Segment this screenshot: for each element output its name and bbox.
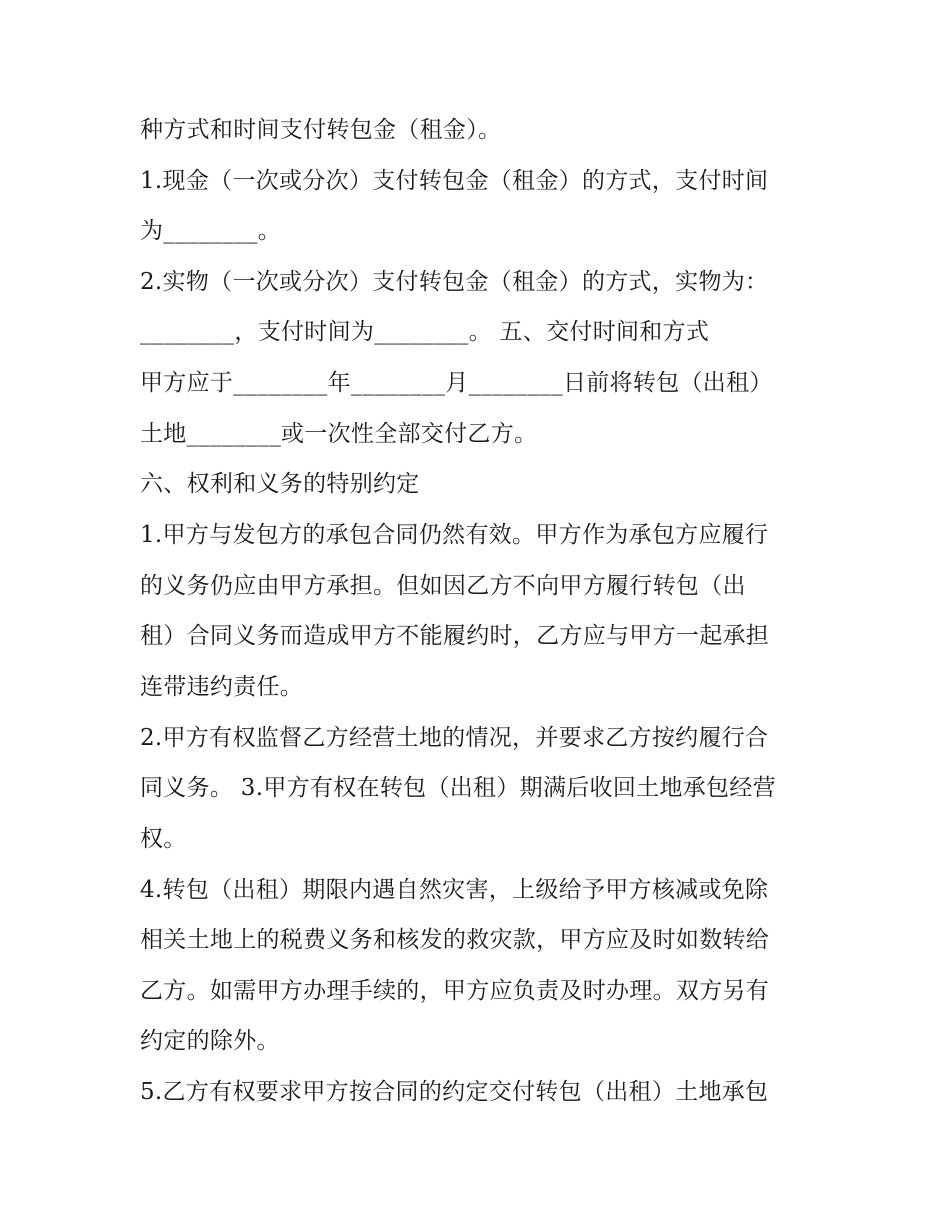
text-line: 2.实物（一次或分次）支付转包金（租金）的方式，实物为： (140, 269, 769, 295)
text-line: 1.甲方与发包方的承包合同仍然有效。甲方作为承包方应履行 (140, 522, 769, 548)
text-line: 种方式和时间支付转包金（租金）。 (140, 117, 502, 143)
text-line: 乙方。如需甲方办理手续的，甲方应负责及时办理。双方另有 (140, 978, 770, 1004)
text-line: 权。 (140, 826, 187, 852)
text-line: 5.乙方有权要求甲方按合同的约定交付转包（出租）土地承包 (140, 1079, 769, 1105)
text-line: ________，支付时间为________。 五、交付时间和方式 (140, 319, 710, 345)
text-line: 甲方应于________年________月________日前将转包（出租） (140, 370, 773, 396)
text-line: 1.现金（一次或分次）支付转包金（租金）的方式，支付时间 (140, 168, 769, 194)
text-line: 土地________或一次性全部交付乙方。 (140, 421, 538, 447)
text-line: 4.转包（出租）期限内遇自然灾害，上级给予甲方核减或免除 (140, 877, 769, 903)
text-line: 的义务仍应由甲方承担。但如因乙方不向甲方履行转包（出 (140, 573, 746, 599)
text-line: 连带违约责任。 (140, 674, 304, 700)
text-line: 同义务。 3.甲方有权在转包（出租）期满后收回土地承包经营 (140, 775, 776, 801)
text-line: 约定的除外。 (140, 1028, 280, 1054)
section-heading: 六、权利和义务的特别约定 (140, 471, 420, 497)
text-line: 租）合同义务而造成甲方不能履约时，乙方应与甲方一起承担 (140, 623, 770, 649)
text-line: 为________。 (140, 218, 281, 244)
text-line: 相关土地上的税费义务和核发的救灾款，甲方应及时如数转给 (140, 927, 770, 953)
text-line: 2.甲方有权监督乙方经营土地的情况，并要求乙方按约履行合 (140, 725, 769, 751)
